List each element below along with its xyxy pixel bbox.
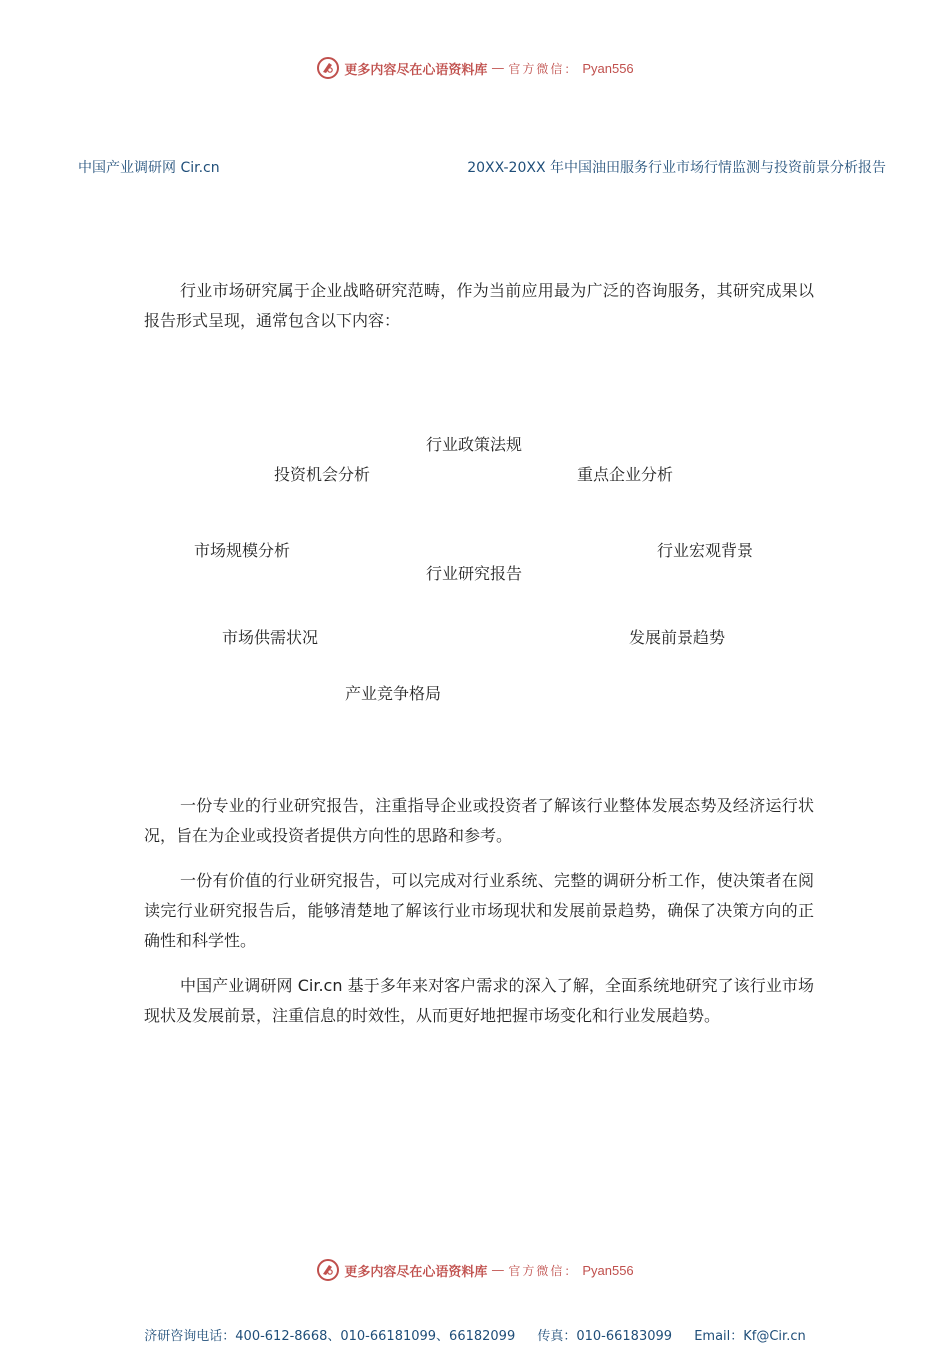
diagram-item-outlook: 发展前景趋势 [628,628,726,647]
diagram-item-investment: 投资机会分析 [273,465,371,484]
watermark-wechat-label: 官方微信： [508,1263,579,1278]
watermark-text: 更多内容尽在心语资料库 [344,1264,488,1280]
brand-logo-icon [316,1258,340,1282]
diagram-item-policy: 行业政策法规 [425,435,523,454]
body-paragraph-3: 中国产业调研网 Cir.cn 基于多年来对客户需求的深入了解，全面系统地研究了该行业市场现状及发展前景，注重信息的时效性，从而更好地把握市场变化和行业发展趋势。 [144,976,814,1025]
watermark-wechat-id: Pyan556 [582,1262,634,1278]
watermark-wechat-label: 官方微信： [508,61,579,76]
header-site-name: 中国产业调研网 Cir.cn [78,160,220,176]
diagram-item-market-size: 市场规模分析 [193,541,291,560]
watermark-banner-top [0,56,950,84]
watermark-text: 更多内容尽在心语资料库 [344,62,488,78]
intro-paragraph: 行业市场研究属于企业战略研究范畴，作为当前应用最为广泛的咨询服务，其研究成果以报告形式呈现，通常包含以下内容： [144,281,814,330]
footer-contact [0,1325,950,1344]
header-report-title: 20XX-20XX 年中国油田服务行业市场行情监测与投资前景分析报告 [467,160,886,176]
diagram-item-supply-demand: 市场供需状况 [221,628,319,647]
watermark-separator: — [491,60,505,76]
body-paragraph-2: 一份有价值的行业研究报告，可以完成对行业系统、完整的调研分析工作，使决策者在阅读完行业研究报告后，能够清楚地了解该行业市场现状和发展前景趋势，确保了决策方向的正确性和科学性。 [144,871,814,950]
footer-fax: 传真：010-66183099 [537,1329,673,1344]
diagram-center-label: 行业研究报告 [425,564,523,583]
watermark-wechat-id: Pyan556 [582,60,634,76]
watermark-banner-bottom [0,1258,950,1286]
body-paragraph-1: 一份专业的行业研究报告，注重指导企业或投资者了解该行业整体发展态势及经济运行状况，旨在为企业或投资者提供方向性的思路和参考。 [144,796,814,845]
diagram-item-competition: 产业竞争格局 [344,684,442,703]
footer-email: Email：Kf@Cir.cn [694,1329,806,1344]
watermark-separator: — [491,1262,505,1278]
diagram-item-macro-background: 行业宏观背景 [656,541,754,560]
brand-logo-icon [316,56,340,80]
diagram-item-key-companies: 重点企业分析 [576,465,674,484]
footer-phone: 济研咨询电话：400-612-8668、010-66181099、66182099 [144,1329,516,1344]
